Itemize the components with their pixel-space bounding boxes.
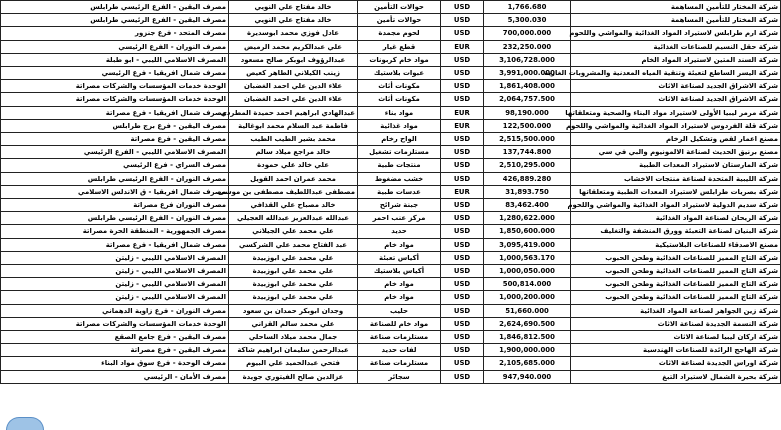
- amount-cell: 3,106,728.000: [484, 53, 571, 66]
- currency-cell: EUR: [441, 185, 484, 198]
- amount-cell: 2,510,295.000: [484, 159, 571, 172]
- currency-cell: USD: [441, 212, 484, 225]
- currency-cell: USD: [441, 27, 484, 40]
- goods-cell: عبوات بلاستيك: [358, 67, 441, 80]
- amount-cell: 2,105,685.000: [484, 357, 571, 370]
- person-cell: خالد مراجع ميلاد سالم: [229, 146, 358, 159]
- person-cell: علي محمد علي الجيلاني: [229, 225, 358, 238]
- seal-stamp: [6, 417, 44, 430]
- currency-cell: USD: [441, 53, 484, 66]
- table-row: [1, 146, 781, 159]
- amount-cell: 1,861,408.000: [484, 80, 571, 93]
- currency-cell: USD: [441, 146, 484, 159]
- company-cell: شركة الاشراق الجديد لصناعة الاثاث: [571, 80, 781, 93]
- currency-cell: USD: [441, 265, 484, 278]
- company-cell: شركة سديم الدولية لاستيراد المواد الغذائية والمواشي واللحوم: [571, 199, 781, 212]
- company-cell: شركة التاج المميز للصناعات الغذائية وطحن الحبوب: [571, 251, 781, 264]
- goods-cell: مواد خام كربونات: [358, 53, 441, 66]
- company-cell: شركة زين الجواهر لصناعة المواد الغذائية: [571, 304, 781, 317]
- bank-cell: المصرف الاسلامي الليبي - زليتن: [1, 251, 229, 264]
- person-cell: عزالدين صالح الفيتوري جويدة: [229, 370, 358, 383]
- table-row: [1, 251, 781, 264]
- transactions-table-body: [1, 1, 781, 384]
- table-row: [1, 119, 781, 132]
- person-cell: علي محمد علي ابوزبيدة: [229, 291, 358, 304]
- currency-cell: EUR: [441, 106, 484, 119]
- company-cell: شركة النسمة الجديدة لصناعة الاثاث: [571, 317, 781, 330]
- bank-cell: مصرف النوران - فرع زاوية الدهماني: [1, 304, 229, 317]
- goods-cell: سجائر: [358, 370, 441, 383]
- amount-cell: 1,280,622.000: [484, 212, 571, 225]
- amount-cell: 122,500.000: [484, 119, 571, 132]
- amount-cell: 2,624,690.500: [484, 317, 571, 330]
- goods-cell: جبنة شرائح: [358, 199, 441, 212]
- currency-cell: USD: [441, 251, 484, 264]
- table-row: [1, 291, 781, 304]
- bank-cell: المصرف الاسلامي الليبي - زليتن: [1, 278, 229, 291]
- amount-cell: 98,190.000: [484, 106, 571, 119]
- company-cell: شركة اوراس الجديدة لصناعة الاثاث: [571, 357, 781, 370]
- bank-cell: الوحدة خدمات المؤسسات والشركات مصراتة: [1, 317, 229, 330]
- company-cell: شركة مرمر ليبيا الأولى لاستيراد مواد البناء والصحية ومتعلقاتها: [571, 106, 781, 119]
- person-cell: علي محمد سالم القزاني: [229, 317, 358, 330]
- bank-cell: مصرف اليقين - الفرع الرئيسي طرابلس: [1, 1, 229, 14]
- currency-cell: USD: [441, 80, 484, 93]
- company-cell: شركة الاشراق الجديد لصناعة الاثاث: [571, 93, 781, 106]
- currency-cell: USD: [441, 291, 484, 304]
- table-row: [1, 93, 781, 106]
- currency-cell: EUR: [441, 119, 484, 132]
- goods-cell: الواح رخام: [358, 133, 441, 146]
- person-cell: محمد بشير الطيب الطيب: [229, 133, 358, 146]
- currency-cell: USD: [441, 172, 484, 185]
- bank-cell: مصرف اليقين - فرع مصراتة: [1, 344, 229, 357]
- bank-cell: مصرف اليقين - فرع برج طرابلس: [1, 119, 229, 132]
- goods-cell: أكياس بلاستيك: [358, 265, 441, 278]
- bank-cell: مصرف شمال افريقيا - ق الاندلس الاسلامي: [1, 185, 229, 198]
- currency-cell: USD: [441, 199, 484, 212]
- amount-cell: 51,660.000: [484, 304, 571, 317]
- amount-cell: 5,300.030: [484, 14, 571, 27]
- amount-cell: 1,000,563.170: [484, 251, 571, 264]
- bank-cell: مصرف اليقين - فرع جامع الصقع: [1, 331, 229, 344]
- person-cell: علاء الدين علي احمد الغضبان: [229, 93, 358, 106]
- company-cell: شركة ارم طرابلس لاستيراد المواد الغذائية والمواشي واللحوم: [571, 27, 781, 40]
- person-cell: علي محمد علي ابوزبيدة: [229, 278, 358, 291]
- goods-cell: مكونات أثاث: [358, 93, 441, 106]
- bank-cell: مصرف الأمان - الرئيسي: [1, 370, 229, 383]
- amount-cell: 1,000,200.000: [484, 291, 571, 304]
- bank-cell: مصرف النوران فرع مصراتة: [1, 199, 229, 212]
- amount-cell: 947,940.000: [484, 370, 571, 383]
- table-row: [1, 106, 781, 119]
- goods-cell: مواد خام: [358, 291, 441, 304]
- goods-cell: مكونات أثاث: [358, 80, 441, 93]
- bank-cell: المصرف الاسلامي الليبي - الفرع الرئيسي: [1, 146, 229, 159]
- bank-cell: المصرف الاسلامي الليبي - زليتن: [1, 265, 229, 278]
- company-cell: شركة قلة الفردوس لاستيراد المواد الغذائية والمواشي واللحوم: [571, 119, 781, 132]
- company-cell: شركة اركان ليبيا لصناعة الاثاث: [571, 331, 781, 344]
- bank-cell: مصرف شمال افريقيا - فرع الرئيسي: [1, 67, 229, 80]
- amount-cell: 426,889.280: [484, 172, 571, 185]
- bank-cell: المصرف الاسلامي الليبي - زليتن: [1, 291, 229, 304]
- currency-cell: USD: [441, 1, 484, 14]
- company-cell: شركة الهاجج الرائدة للصناعات الهندسية: [571, 344, 781, 357]
- table-row: [1, 344, 781, 357]
- company-cell: شركة بحيرة الشمال لاستيراد التبغ: [571, 370, 781, 383]
- company-cell: شركة التاج المميز للصناعات الغذائية وطحن الحبوب: [571, 265, 781, 278]
- goods-cell: مواد غذائية: [358, 119, 441, 132]
- bank-cell: مصرف شمال افريقيا - فرع مصراتة: [1, 238, 229, 251]
- company-cell: شركة الليبية المتحدة لصناعة منتجات الاخشاب: [571, 172, 781, 185]
- amount-cell: 232,250.000: [484, 40, 571, 53]
- company-cell: شركة البنيان لصناعة التعبئة وورق المنشفة والتغليف: [571, 225, 781, 238]
- currency-cell: USD: [441, 238, 484, 251]
- table-row: [1, 53, 781, 66]
- currency-cell: USD: [441, 278, 484, 291]
- person-cell: خالد مفتاح علي النويي: [229, 14, 358, 27]
- person-cell: علي محمد علي ابوزبيدة: [229, 265, 358, 278]
- goods-cell: خشب مضغوط: [358, 172, 441, 185]
- person-cell: علي محمد علي ابوزبيدة: [229, 251, 358, 264]
- goods-cell: عدسات طبية: [358, 185, 441, 198]
- person-cell: مصطفى عبداللطيف مصطفى بن موسى: [229, 185, 358, 198]
- amount-cell: 1,766.680: [484, 1, 571, 14]
- company-cell: مصنع الاصدقاء للصناعات البلاستيكية: [571, 238, 781, 251]
- bank-cell: الوحدة خدمات المؤسسات والشركات مصراتة: [1, 80, 229, 93]
- person-cell: جمال محمد ميلاد الساحلي: [229, 331, 358, 344]
- bank-cell: مصرف النوران - الفرع الرئيسي: [1, 40, 229, 53]
- company-cell: شركة حقل النسيم للصناعات الغذائية: [571, 40, 781, 53]
- currency-cell: USD: [441, 225, 484, 238]
- table-row: [1, 238, 781, 251]
- table-row: [1, 317, 781, 330]
- amount-cell: 2,515,500.000: [484, 133, 571, 146]
- currency-cell: USD: [441, 14, 484, 27]
- amount-cell: 1,850,600.000: [484, 225, 571, 238]
- bank-cell: مصرف الجمهورية - المنطقة الحرة مصراتة: [1, 225, 229, 238]
- amount-cell: 1,846,812.500: [484, 331, 571, 344]
- amount-cell: 1,900,000.000: [484, 344, 571, 357]
- amount-cell: 83,462.400: [484, 199, 571, 212]
- company-cell: شركة السند المتين لاستيراد المواد الخام: [571, 53, 781, 66]
- person-cell: زينب الكيلاني الطاهر كعيص: [229, 67, 358, 80]
- currency-cell: USD: [441, 317, 484, 330]
- bank-cell: مصرف الوحدة - فرع سوق مواد البناء: [1, 357, 229, 370]
- goods-cell: مواد خام: [358, 238, 441, 251]
- currency-cell: USD: [441, 67, 484, 80]
- company-cell: شركة المختار للتأمين المساهمة: [571, 14, 781, 27]
- person-cell: عبدالرؤوف ابوبكر صالح مسعود: [229, 53, 358, 66]
- company-cell: شركة المارستان لاستيراد المعدات الطبية: [571, 159, 781, 172]
- person-cell: خالد مفتاح علي النويي: [229, 1, 358, 14]
- table-row: [1, 14, 781, 27]
- goods-cell: مواد خام: [358, 278, 441, 291]
- company-cell: شركة الريحان لصناعة المواد الغذائية: [571, 212, 781, 225]
- table-row: [1, 265, 781, 278]
- person-cell: محمد عمران احمد القويل: [229, 172, 358, 185]
- amount-cell: 700,000.000: [484, 27, 571, 40]
- company-cell: مصنع اعمار لقص وتشكيل الرخام: [571, 133, 781, 146]
- bank-cell: الوحدة خدمات المؤسسات والشركات مصراتة: [1, 93, 229, 106]
- person-cell: خالد مصباح علي القذافي: [229, 199, 358, 212]
- currency-cell: USD: [441, 344, 484, 357]
- amount-cell: 500,814.000: [484, 278, 571, 291]
- amount-cell: 3,095,419.000: [484, 238, 571, 251]
- currency-cell: EUR: [441, 40, 484, 53]
- company-cell: شركة التاج المميز للصناعات الغذائية وطحن الحبوب: [571, 291, 781, 304]
- currency-cell: USD: [441, 357, 484, 370]
- table-row: [1, 40, 781, 53]
- person-cell: علي خالد علي حمودة: [229, 159, 358, 172]
- person-cell: عبدالرحمن سليمان ابراهيم شاكة: [229, 344, 358, 357]
- bank-cell: مصرف اليقين - فرع مصراتة: [1, 133, 229, 146]
- goods-cell: مواد بناء: [358, 106, 441, 119]
- bank-cell: مصرف اليقين - الفرع الرئيسي طرابلس: [1, 14, 229, 27]
- table-row: [1, 80, 781, 93]
- table-row: [1, 172, 781, 185]
- table-row: [1, 278, 781, 291]
- table-row: [1, 185, 781, 198]
- company-cell: شركة اليسر الساطع لتعبئة وتنقية المياه المعدنية والمشروبات الغازية: [571, 67, 781, 80]
- bank-cell: مصرف النوران - الفرع الرئيسي طرابلس: [1, 212, 229, 225]
- company-cell: مصنع برنيق الحديث لصناعة الالمونيوم والبي في سي: [571, 146, 781, 159]
- goods-cell: لفات حديد: [358, 344, 441, 357]
- goods-cell: قطع غيار: [358, 40, 441, 53]
- table-row: [1, 159, 781, 172]
- person-cell: عبد الفتاح محمد علي الشركسي: [229, 238, 358, 251]
- table-row: [1, 225, 781, 238]
- bank-cell: مصرف السراي - فرع الرئيسي: [1, 159, 229, 172]
- table-row: [1, 133, 781, 146]
- bank-cell: المصرف الاسلامي الليبي - ابو طبلة: [1, 53, 229, 66]
- goods-cell: مركز عنب احمر: [358, 212, 441, 225]
- person-cell: علي عبدالكريم محمد الرميض: [229, 40, 358, 53]
- table-row: [1, 357, 781, 370]
- currency-cell: USD: [441, 370, 484, 383]
- person-cell: وجدان ابوبكر حمدان بن سعود: [229, 304, 358, 317]
- company-cell: شركة بصريات طرابلس لاستيراد المعدات الطبية ومتعلقاتها: [571, 185, 781, 198]
- goods-cell: مستلزمات صناعة: [358, 331, 441, 344]
- table-row: [1, 27, 781, 40]
- goods-cell: لحوم مجمدة: [358, 27, 441, 40]
- goods-cell: مستلزمات تشغيل: [358, 146, 441, 159]
- currency-cell: USD: [441, 159, 484, 172]
- currency-cell: USD: [441, 331, 484, 344]
- amount-cell: 137,744.800: [484, 146, 571, 159]
- currency-cell: USD: [441, 304, 484, 317]
- currency-cell: USD: [441, 133, 484, 146]
- amount-cell: 2,064,757.500: [484, 93, 571, 106]
- amount-cell: 31,893.750: [484, 185, 571, 198]
- table-row: [1, 370, 781, 383]
- table-row: [1, 67, 781, 80]
- person-cell: فاطمة عبد السلام محمد ابوغالية: [229, 119, 358, 132]
- person-cell: عبدالله عبدالعزيز عبدالله العجيلي: [229, 212, 358, 225]
- amount-cell: 3,991,000.000: [484, 67, 571, 80]
- company-cell: شركة التاج المميز للصناعات الغذائية وطحن الحبوب: [571, 278, 781, 291]
- goods-cell: مواد خام للصناعة: [358, 317, 441, 330]
- goods-cell: منتجات طبية: [358, 159, 441, 172]
- goods-cell: مستلزمات صناعة: [358, 357, 441, 370]
- goods-cell: حليب: [358, 304, 441, 317]
- goods-cell: حوالات تأمين: [358, 14, 441, 27]
- bank-cell: مصرف النوران - الفرع الرئيسي طرابلس: [1, 172, 229, 185]
- table-row: [1, 199, 781, 212]
- amount-cell: 1,000,050.000: [484, 265, 571, 278]
- company-cell: شركة المختار للتأمين المساهمة: [571, 1, 781, 14]
- currency-cell: USD: [441, 93, 484, 106]
- person-cell: عادل فوزي محمد ابوسديرة: [229, 27, 358, 40]
- person-cell: فتحي عبدالحميد علي البيوم: [229, 357, 358, 370]
- bank-cell: مصرف شمال افريقيا - فرع مصراتة: [1, 106, 229, 119]
- table-row: [1, 331, 781, 344]
- table-row: [1, 304, 781, 317]
- goods-cell: حديد: [358, 225, 441, 238]
- goods-cell: أكياس تعبئة: [358, 251, 441, 264]
- person-cell: عبدالهادي ابراهيم احمد حميدة المطردي: [229, 106, 358, 119]
- table-row: [1, 212, 781, 225]
- person-cell: علاء الدين علي احمد الغضبان: [229, 80, 358, 93]
- bank-cell: مصرف المتحد - فرع جنزور: [1, 27, 229, 40]
- goods-cell: حوالات التأمين: [358, 1, 441, 14]
- table-row: [1, 1, 781, 14]
